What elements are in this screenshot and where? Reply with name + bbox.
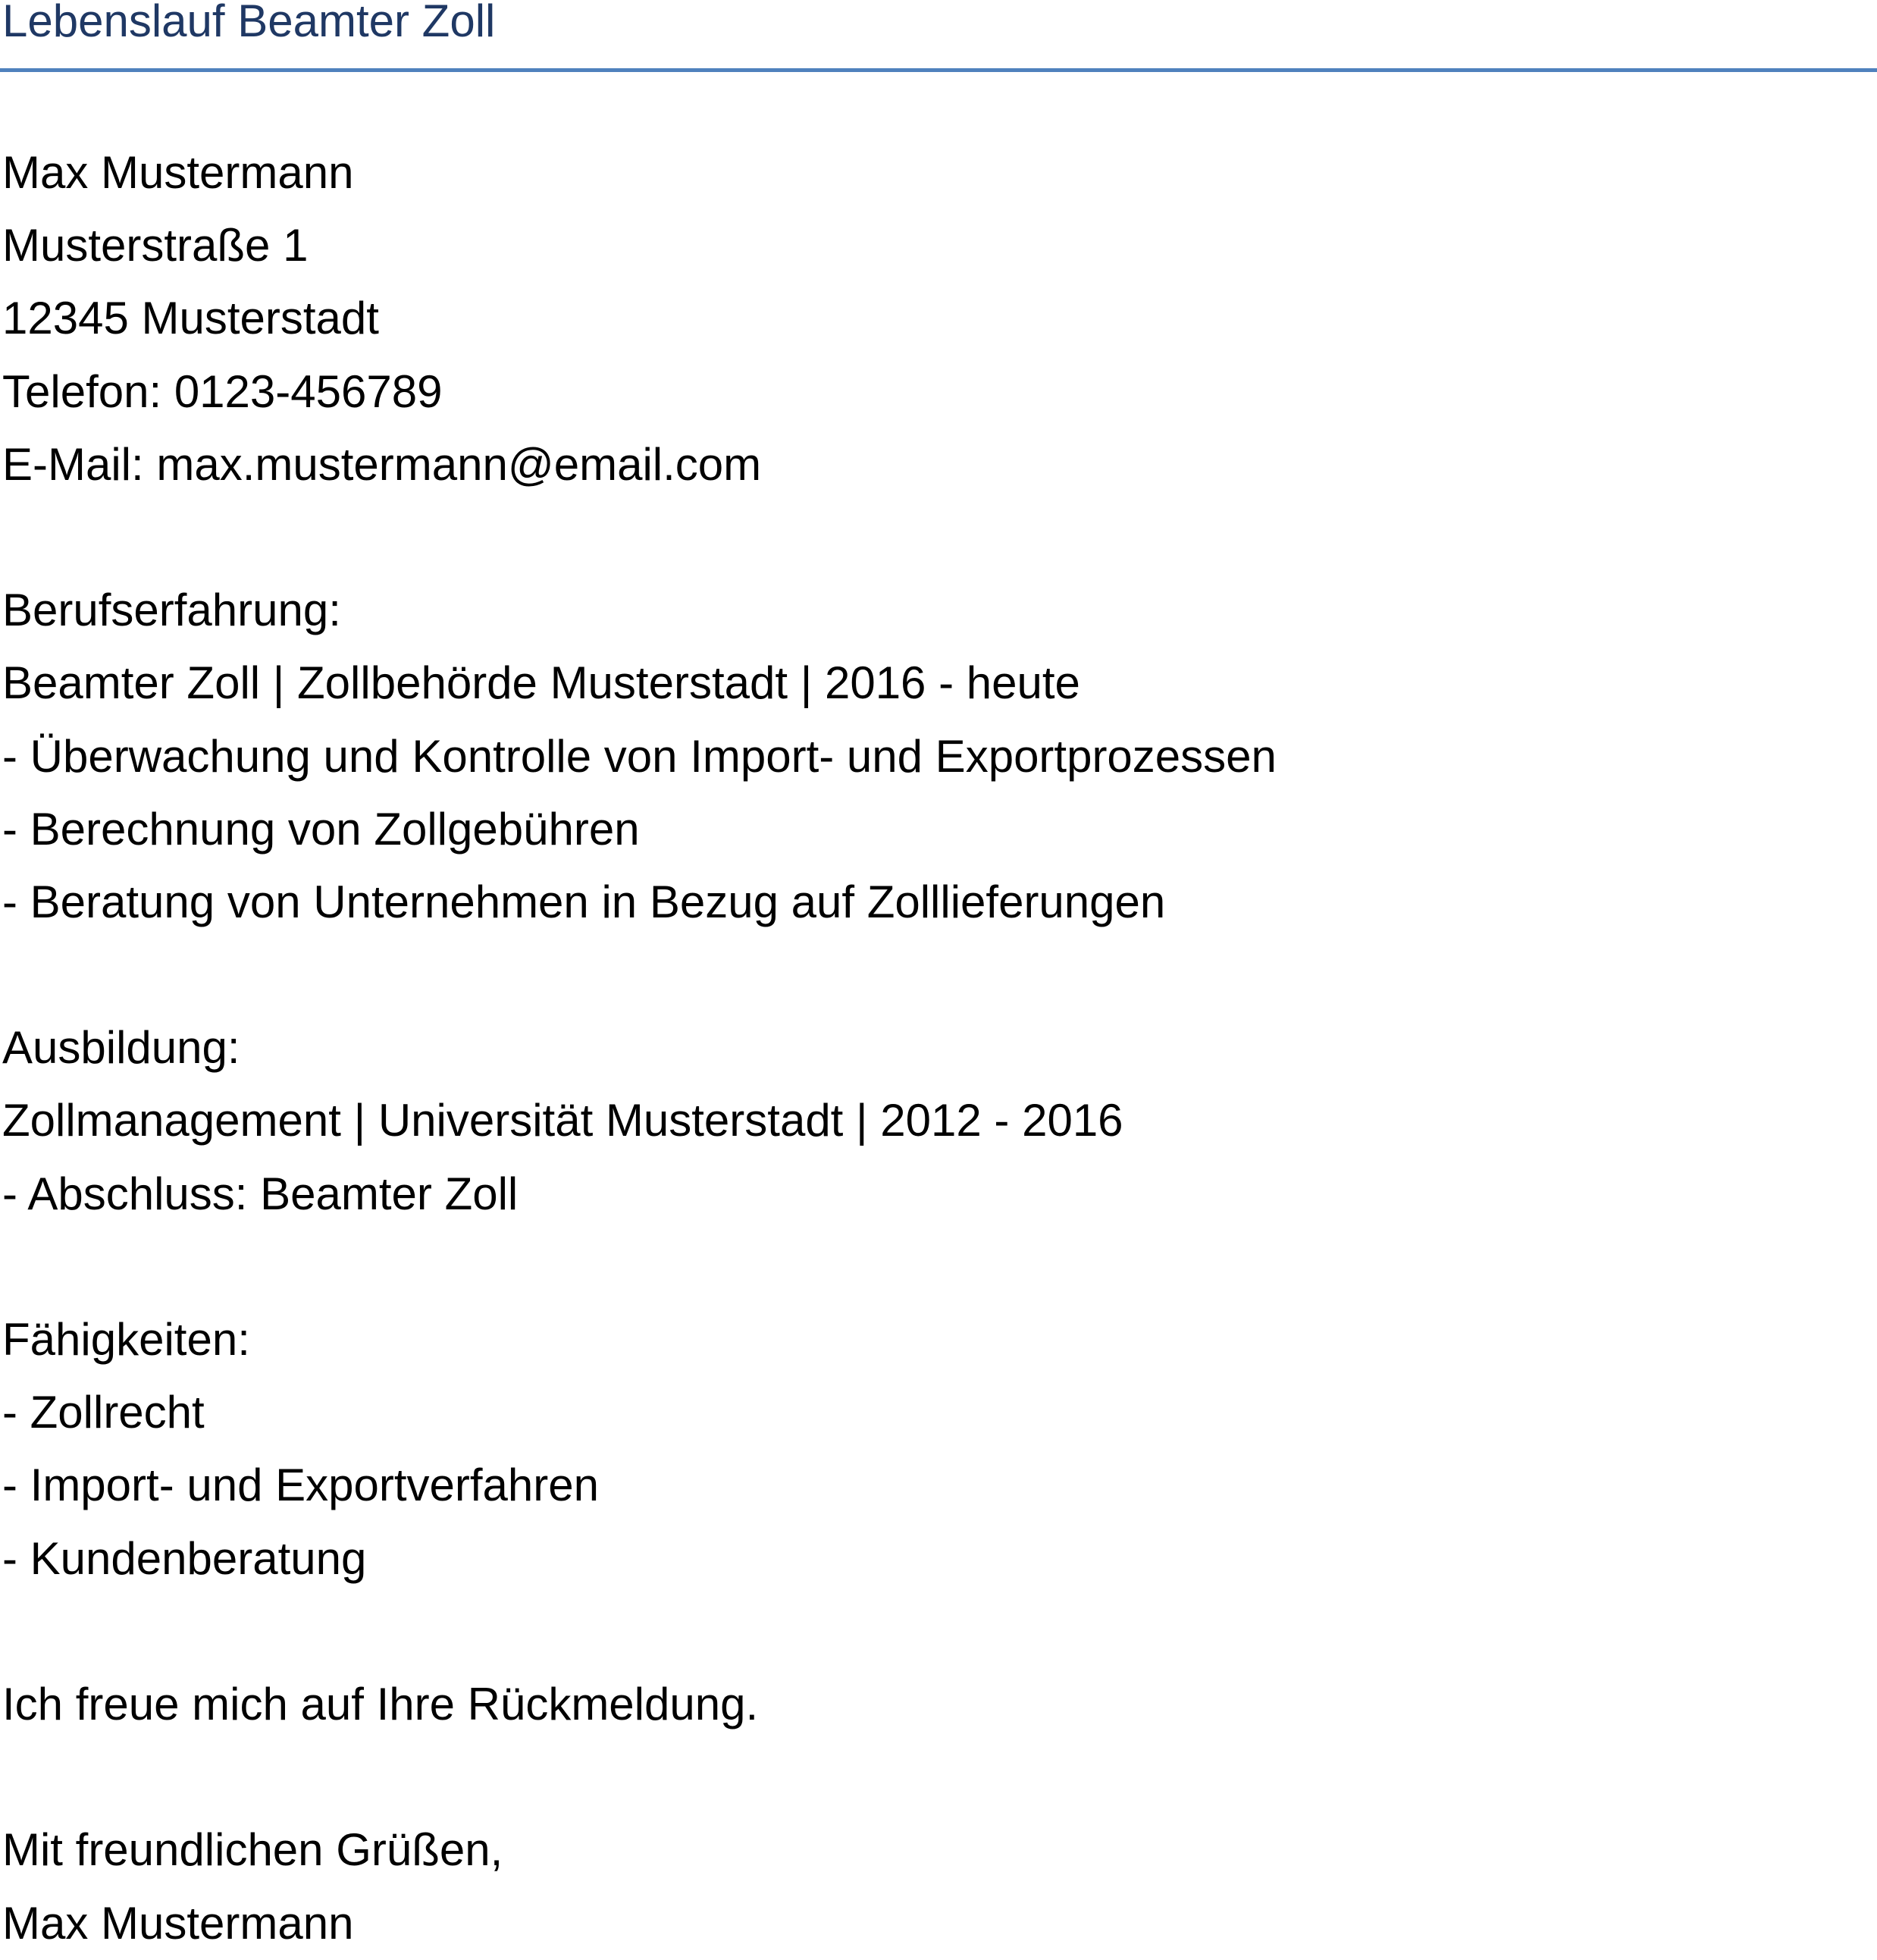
contact-name: Max Mustermann — [2, 147, 354, 198]
experience-item: - Überwachung und Kontrolle von Import- und Exportprozessen — [2, 730, 1277, 782]
experience-position: Beamter Zoll | Zollbehörde Musterstadt | 2016 - heute — [2, 657, 1080, 709]
contact-email: E-Mail: max.mustermann@email.com — [2, 438, 762, 490]
blank-line — [2, 501, 1867, 574]
blank-line — [2, 939, 1867, 1011]
closing-statement: Ich freue mich auf Ihre Rückmeldung. — [2, 1678, 759, 1730]
contact-street: Musterstraße 1 — [2, 220, 309, 271]
skills-item: - Kundenberatung — [2, 1532, 367, 1584]
blank-line — [2, 1595, 1867, 1668]
blank-line — [2, 1231, 1867, 1303]
document-title: Lebenslauf Beamter Zoll — [2, 0, 496, 46]
skills-heading: Fähigkeiten: — [2, 1314, 250, 1365]
education-heading: Ausbildung: — [2, 1022, 240, 1074]
skills-item: - Zollrecht — [2, 1387, 205, 1438]
title-underline — [0, 68, 1877, 72]
experience-item: - Berechnung von Zollgebühren — [2, 803, 640, 855]
blank-line — [2, 1741, 1867, 1814]
experience-heading: Berufserfahrung: — [2, 585, 341, 636]
closing-salutation: Mit freundlichen Grüßen, — [2, 1824, 503, 1876]
contact-phone: Telefon: 0123-456789 — [2, 365, 443, 417]
education-entry: Zollmanagement | Universität Musterstadt | 2012 - 2016 — [2, 1095, 1123, 1146]
experience-item: - Beratung von Unternehmen in Bezug auf Zolllieferungen — [2, 876, 1166, 927]
education-item: - Abschluss: Beamter Zoll — [2, 1168, 519, 1219]
contact-city: 12345 Musterstadt — [2, 293, 379, 344]
skills-item: - Import- und Exportverfahren — [2, 1460, 600, 1511]
document-body — [2, 136, 1867, 1960]
closing-signature: Max Mustermann — [2, 1897, 354, 1949]
